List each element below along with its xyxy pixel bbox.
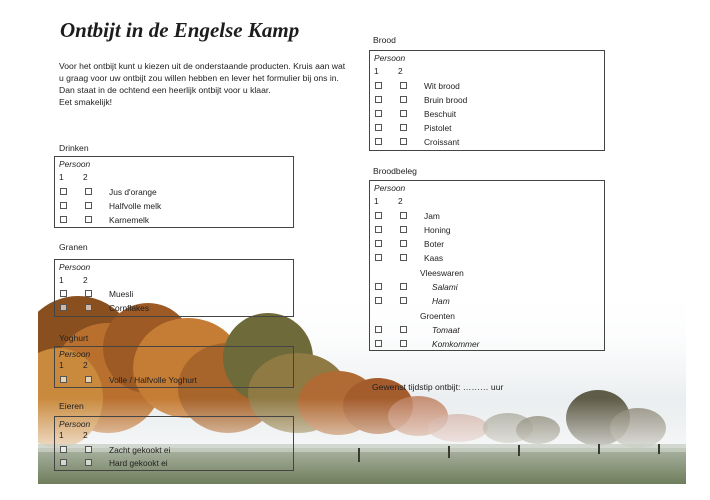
checkbox-person-2[interactable] (400, 226, 407, 233)
breakfast-time-field[interactable]: Gewenst tijdstip ontbijt: ……… uur (372, 382, 504, 392)
section-yoghurt (54, 346, 294, 388)
item-label: Komkommer (432, 339, 480, 349)
checkbox-person-2[interactable] (85, 459, 92, 466)
person-2-label: 2 (83, 430, 88, 440)
checkbox-person-1[interactable] (60, 446, 67, 453)
item-label: Pistolet (424, 123, 452, 133)
item-label: Karnemelk (109, 215, 150, 225)
person-header: Persoon (59, 349, 91, 359)
section-broodbeleg (369, 180, 605, 351)
person-1-label: 1 (59, 275, 64, 285)
item-label: Wit brood (424, 81, 460, 91)
section-eieren (54, 416, 294, 471)
checkbox-person-2[interactable] (400, 340, 407, 347)
person-2-label: 2 (398, 66, 403, 76)
section-granen (54, 259, 294, 317)
item-label: Ham (432, 296, 450, 306)
checkbox-person-2[interactable] (85, 446, 92, 453)
item-label: Beschuit (424, 109, 457, 119)
checkbox-person-2[interactable] (400, 138, 407, 145)
checkbox-person-2[interactable] (400, 124, 407, 131)
checkbox-person-2[interactable] (85, 188, 92, 195)
checkbox-person-1[interactable] (375, 326, 382, 333)
person-numbers (59, 172, 107, 182)
section-label-eieren: Eieren (59, 401, 84, 411)
section-drinken (54, 156, 294, 228)
person-1-label: 1 (59, 360, 64, 370)
checkbox-person-1[interactable] (60, 459, 67, 466)
checkbox-person-2[interactable] (400, 212, 407, 219)
person-numbers (59, 275, 107, 285)
person-2-label: 2 (83, 172, 88, 182)
person-header: Persoon (59, 262, 91, 272)
item-label: Volle / Halfvolle Yoghurt (109, 375, 197, 385)
checkbox-person-2[interactable] (85, 216, 92, 223)
checkbox-person-1[interactable] (375, 82, 382, 89)
subgroup-label-vleeswaren: Vleeswaren (420, 268, 464, 278)
checkbox-person-1[interactable] (375, 297, 382, 304)
intro-paragraph: Voor het ontbijt kunt u kiezen uit de onderstaande producten. Kruis aan wat u graag voor uw ontbijt zou willen hebben en lever het formulier bij ons in. Dan staat in de ochtend een heerlijk ontbijt voor u klaar. (59, 61, 346, 95)
checkbox-person-2[interactable] (85, 376, 92, 383)
person-header: Persoon (374, 53, 406, 63)
checkbox-person-1[interactable] (60, 202, 67, 209)
checkbox-person-2[interactable] (85, 202, 92, 209)
item-label: Hard gekookt ei (109, 458, 168, 468)
checkbox-person-2[interactable] (400, 240, 407, 247)
person-1-label: 1 (374, 196, 379, 206)
checkbox-person-2[interactable] (400, 110, 407, 117)
person-header: Persoon (59, 419, 91, 429)
checkbox-person-1[interactable] (375, 254, 382, 261)
checkbox-person-2[interactable] (400, 96, 407, 103)
item-label: Croissant (424, 137, 460, 147)
form-title: Ontbijt in de Engelse Kamp (60, 18, 300, 42)
checkbox-person-1[interactable] (60, 188, 67, 195)
person-1-label: 1 (374, 66, 379, 76)
checkbox-person-1[interactable] (375, 226, 382, 233)
checkbox-person-1[interactable] (60, 304, 67, 311)
section-label-yoghurt: Yoghurt (59, 333, 89, 343)
checkbox-person-1[interactable] (375, 124, 382, 131)
item-label: Zacht gekookt ei (109, 445, 171, 455)
person-1-label: 1 (59, 430, 64, 440)
subgroup-label-groenten: Groenten (420, 311, 455, 321)
person-2-label: 2 (398, 196, 403, 206)
checkbox-person-2[interactable] (400, 254, 407, 261)
checkbox-person-1[interactable] (375, 110, 382, 117)
person-header: Persoon (59, 159, 91, 169)
checkbox-person-1[interactable] (375, 96, 382, 103)
checkbox-person-1[interactable] (375, 240, 382, 247)
checkbox-person-1[interactable] (60, 376, 67, 383)
item-label: Cornflakes (109, 303, 150, 313)
person-numbers (59, 430, 107, 440)
checkbox-person-1[interactable] (60, 290, 67, 297)
intro-text (59, 60, 351, 108)
person-numbers (59, 360, 107, 370)
intro-closing: Eet smakelijk! (59, 97, 113, 107)
item-label: Tomaat (432, 325, 460, 335)
item-label: Jam (424, 211, 440, 221)
person-2-label: 2 (83, 275, 88, 285)
checkbox-person-1[interactable] (375, 340, 382, 347)
checkbox-person-2[interactable] (400, 283, 407, 290)
item-label: Muesli (109, 289, 134, 299)
checkbox-person-2[interactable] (400, 326, 407, 333)
section-label-brood: Brood (373, 35, 396, 45)
item-label: Boter (424, 239, 445, 249)
section-label-broodbeleg: Broodbeleg (373, 166, 417, 176)
person-numbers (374, 196, 422, 206)
section-label-drinken: Drinken (59, 143, 89, 153)
person-2-label: 2 (83, 360, 88, 370)
checkbox-person-1[interactable] (375, 138, 382, 145)
item-label: Bruin brood (424, 95, 468, 105)
checkbox-person-1[interactable] (375, 283, 382, 290)
checkbox-person-2[interactable] (85, 290, 92, 297)
person-numbers (374, 66, 422, 76)
section-label-granen: Granen (59, 242, 88, 252)
checkbox-person-1[interactable] (60, 216, 67, 223)
item-label: Halfvolle melk (109, 201, 162, 211)
checkbox-person-2[interactable] (400, 82, 407, 89)
person-header: Persoon (374, 183, 406, 193)
item-label: Jus d'orange (109, 187, 157, 197)
item-label: Honing (424, 225, 451, 235)
item-label: Salami (432, 282, 458, 292)
person-1-label: 1 (59, 172, 64, 182)
item-label: Kaas (424, 253, 444, 263)
section-brood (369, 50, 605, 151)
checkbox-person-2[interactable] (400, 297, 407, 304)
checkbox-person-1[interactable] (375, 212, 382, 219)
checkbox-person-2[interactable] (85, 304, 92, 311)
